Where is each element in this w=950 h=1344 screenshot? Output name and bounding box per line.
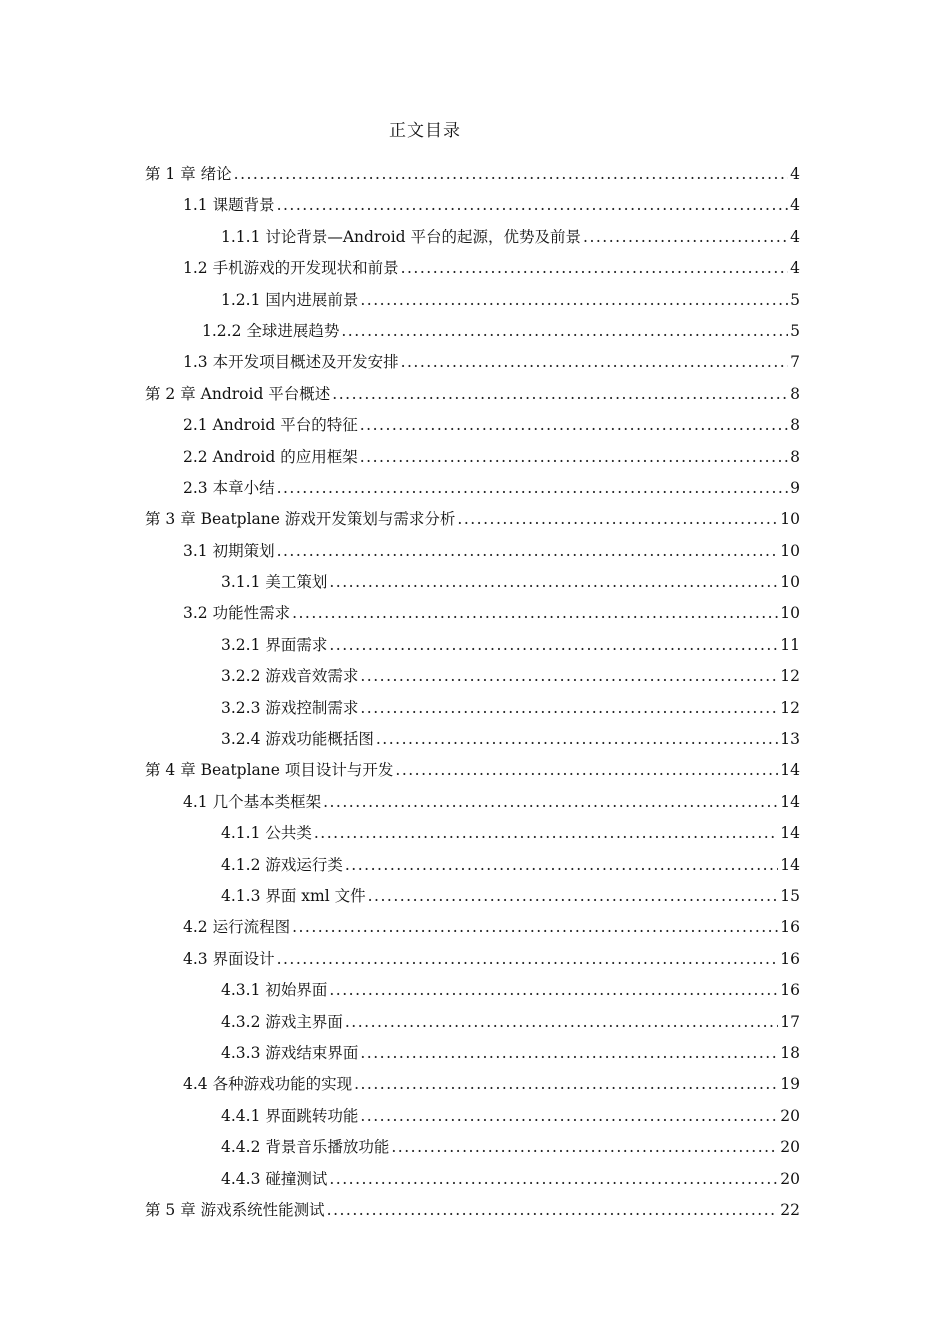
toc-leader-dots [341, 322, 788, 340]
toc-entry-label: 2.3 本章小结 [183, 478, 275, 497]
toc-entry-page: 20 [780, 1106, 800, 1125]
toc-entry-label: 4.4 各种游戏功能的实现 [183, 1075, 353, 1094]
toc-entry-page: 5 [790, 290, 800, 309]
toc-entry-page: 19 [780, 1075, 800, 1094]
toc-entry-label: 第 5 章 游戏系统性能测试 [145, 1200, 325, 1219]
toc-leader-dots [401, 259, 788, 277]
toc-entry[interactable] [145, 445, 800, 476]
toc-leader-dots [401, 353, 788, 371]
toc-entry-label: 3.2 功能性需求 [183, 604, 291, 623]
toc-leader-dots [329, 636, 778, 654]
toc-entry-label: 4.1.3 界面 xml 文件 [221, 886, 366, 905]
toc-entry-page: 10 [780, 604, 800, 623]
toc-leader-dots [368, 887, 779, 905]
toc-entry-label: 1.2.1 国内进展前景 [221, 290, 359, 309]
toc-entry-page: 8 [790, 416, 800, 435]
toc-entry[interactable] [145, 884, 800, 915]
toc-entry-label: 第 3 章 Beatplane 游戏开发策划与需求分析 [145, 510, 456, 529]
toc-entry-page: 20 [780, 1169, 800, 1188]
toc-leader-dots [345, 856, 778, 874]
toc-entry-label: 2.1 Android 平台的特征 [183, 416, 358, 435]
toc-entry[interactable] [145, 382, 800, 413]
toc-leader-dots [314, 824, 778, 842]
toc-entry-label: 1.2.2 全球进展趋势 [202, 321, 340, 340]
toc-entry-label: 4.3.3 游戏结束界面 [221, 1043, 359, 1062]
toc-leader-dots [277, 479, 788, 497]
toc-entry-label: 4.2 运行流程图 [183, 918, 291, 937]
toc-entry-page: 15 [780, 886, 800, 905]
toc-entry[interactable] [145, 1072, 800, 1103]
toc-entry-label: 4.1.2 游戏运行类 [221, 855, 343, 874]
toc-entry-label: 4.1.1 公共类 [221, 824, 312, 843]
toc-entry-page: 18 [780, 1043, 800, 1062]
toc-leader-dots [360, 291, 788, 309]
toc-entry-page: 8 [790, 447, 800, 466]
toc-entry-page: 9 [790, 478, 800, 497]
toc-entry[interactable] [145, 350, 800, 381]
toc-entry-label: 4.3 界面设计 [183, 949, 275, 968]
toc-leader-dots [360, 1044, 778, 1062]
toc-leader-dots [360, 699, 778, 717]
toc-entry[interactable] [145, 1167, 800, 1198]
toc-entry[interactable] [145, 1010, 800, 1041]
toc-entry-label: 3.2.3 游戏控制需求 [221, 698, 359, 717]
toc-entry-page: 4 [790, 165, 800, 183]
toc-entry-page: 16 [780, 981, 800, 1000]
toc-entry-label: 第 1 章 绪论 [145, 165, 232, 183]
toc-entry-page: 14 [780, 761, 800, 780]
toc-leader-dots [329, 573, 778, 591]
toc-entry-page: 14 [780, 792, 800, 811]
toc-leader-dots [292, 604, 778, 622]
toc-entry[interactable] [145, 601, 800, 632]
toc-entry-page: 20 [780, 1138, 800, 1157]
toc-entry-page: 17 [780, 1012, 800, 1031]
toc-leader-dots [345, 1013, 778, 1031]
toc-entry[interactable] [145, 507, 800, 538]
table-of-contents [145, 162, 800, 1229]
toc-entry-label: 4.4.1 界面跳转功能 [221, 1106, 359, 1125]
toc-leader-dots [292, 918, 778, 936]
toc-entry-label: 4.4.3 碰撞测试 [221, 1169, 328, 1188]
toc-entry[interactable] [145, 193, 800, 224]
toc-entry[interactable] [145, 696, 800, 727]
toc-entry-page: 4 [790, 196, 800, 215]
toc-entry-page: 4 [790, 227, 800, 246]
toc-entry[interactable] [145, 570, 800, 601]
toc-entry-page: 8 [790, 384, 800, 403]
toc-entry-page: 10 [780, 573, 800, 592]
toc-entry-label: 第 4 章 Beatplane 项目设计与开发 [145, 761, 394, 780]
toc-entry[interactable] [145, 288, 800, 319]
toc-leader-dots [583, 228, 788, 246]
toc-leader-dots [360, 667, 778, 685]
toc-entry-page: 16 [780, 918, 800, 937]
toc-leader-dots [376, 730, 778, 748]
toc-entry-page: 4 [790, 259, 800, 278]
toc-entry-page: 14 [780, 855, 800, 874]
toc-entry-label: 2.2 Android 的应用框架 [183, 447, 358, 466]
toc-leader-dots [277, 542, 779, 560]
toc-entry-label: 1.2 手机游戏的开发现状和前景 [183, 259, 399, 278]
toc-leader-dots [354, 1075, 778, 1093]
toc-entry-page: 16 [780, 949, 800, 968]
toc-entry[interactable] [145, 162, 800, 193]
toc-entry[interactable] [145, 413, 800, 444]
toc-leader-dots [329, 1170, 778, 1188]
toc-entry-page: 14 [780, 824, 800, 843]
toc-entry-label: 3.1.1 美工策划 [221, 573, 328, 592]
toc-leader-dots [234, 165, 788, 183]
toc-entry[interactable] [145, 915, 800, 946]
toc-entry[interactable] [145, 319, 800, 350]
toc-entry[interactable] [145, 664, 800, 695]
toc-leader-dots [327, 1201, 779, 1219]
toc-entry[interactable] [145, 633, 800, 664]
toc-entry-label: 第 2 章 Android 平台概述 [145, 384, 331, 403]
toc-entry[interactable] [145, 1104, 800, 1135]
toc-entry[interactable] [145, 821, 800, 852]
toc-leader-dots [277, 196, 788, 214]
toc-entry-label: 4.3.1 初始界面 [221, 981, 328, 1000]
toc-entry-page: 10 [780, 541, 800, 560]
toc-entry[interactable] [145, 758, 800, 789]
toc-entry[interactable] [145, 256, 800, 287]
toc-entry[interactable] [145, 1135, 800, 1166]
toc-entry-page: 11 [780, 635, 800, 654]
toc-leader-dots [329, 981, 778, 999]
toc-entry-label: 4.1 几个基本类框架 [183, 792, 322, 811]
toc-entry-label: 3.2.2 游戏音效需求 [221, 667, 359, 686]
toc-leader-dots [360, 416, 788, 434]
toc-entry-page: 7 [790, 353, 800, 372]
toc-entry-label: 3.2.4 游戏功能概括图 [221, 730, 374, 749]
toc-entry[interactable] [145, 1198, 800, 1229]
toc-entry-page: 12 [780, 667, 800, 686]
toc-entry[interactable] [145, 727, 800, 758]
toc-title: 正文目录 [389, 121, 461, 141]
toc-entry[interactable] [145, 476, 800, 507]
toc-entry-page: 10 [780, 510, 800, 529]
toc-entry-label: 1.1 课题背景 [183, 196, 275, 215]
toc-leader-dots [332, 385, 788, 403]
toc-entry[interactable] [145, 853, 800, 884]
toc-leader-dots [360, 1107, 778, 1125]
toc-leader-dots [323, 793, 778, 811]
toc-entry[interactable] [145, 947, 800, 978]
toc-leader-dots [395, 761, 778, 779]
toc-entry-label: 3.2.1 界面需求 [221, 635, 328, 654]
toc-entry[interactable] [145, 1041, 800, 1072]
toc-entry[interactable] [145, 225, 800, 256]
toc-entry[interactable] [145, 790, 800, 821]
toc-entry[interactable] [145, 539, 800, 570]
toc-entry-page: 12 [780, 698, 800, 717]
toc-entry-page: 13 [780, 730, 800, 749]
toc-entry-label: 3.1 初期策划 [183, 541, 275, 560]
toc-leader-dots [277, 950, 779, 968]
toc-entry-label: 1.1.1 讨论背景—Android 平台的起源，优势及前景 [221, 227, 582, 246]
toc-entry-page: 5 [790, 321, 800, 340]
toc-entry-label: 4.4.2 背景音乐播放功能 [221, 1138, 390, 1157]
toc-leader-dots [391, 1138, 778, 1156]
toc-entry-label: 4.3.2 游戏主界面 [221, 1012, 343, 1031]
toc-leader-dots [457, 510, 778, 528]
toc-entry-page: 22 [780, 1200, 800, 1219]
toc-entry[interactable] [145, 978, 800, 1009]
toc-leader-dots [360, 448, 788, 466]
toc-entry-label: 1.3 本开发项目概述及开发安排 [183, 353, 399, 372]
